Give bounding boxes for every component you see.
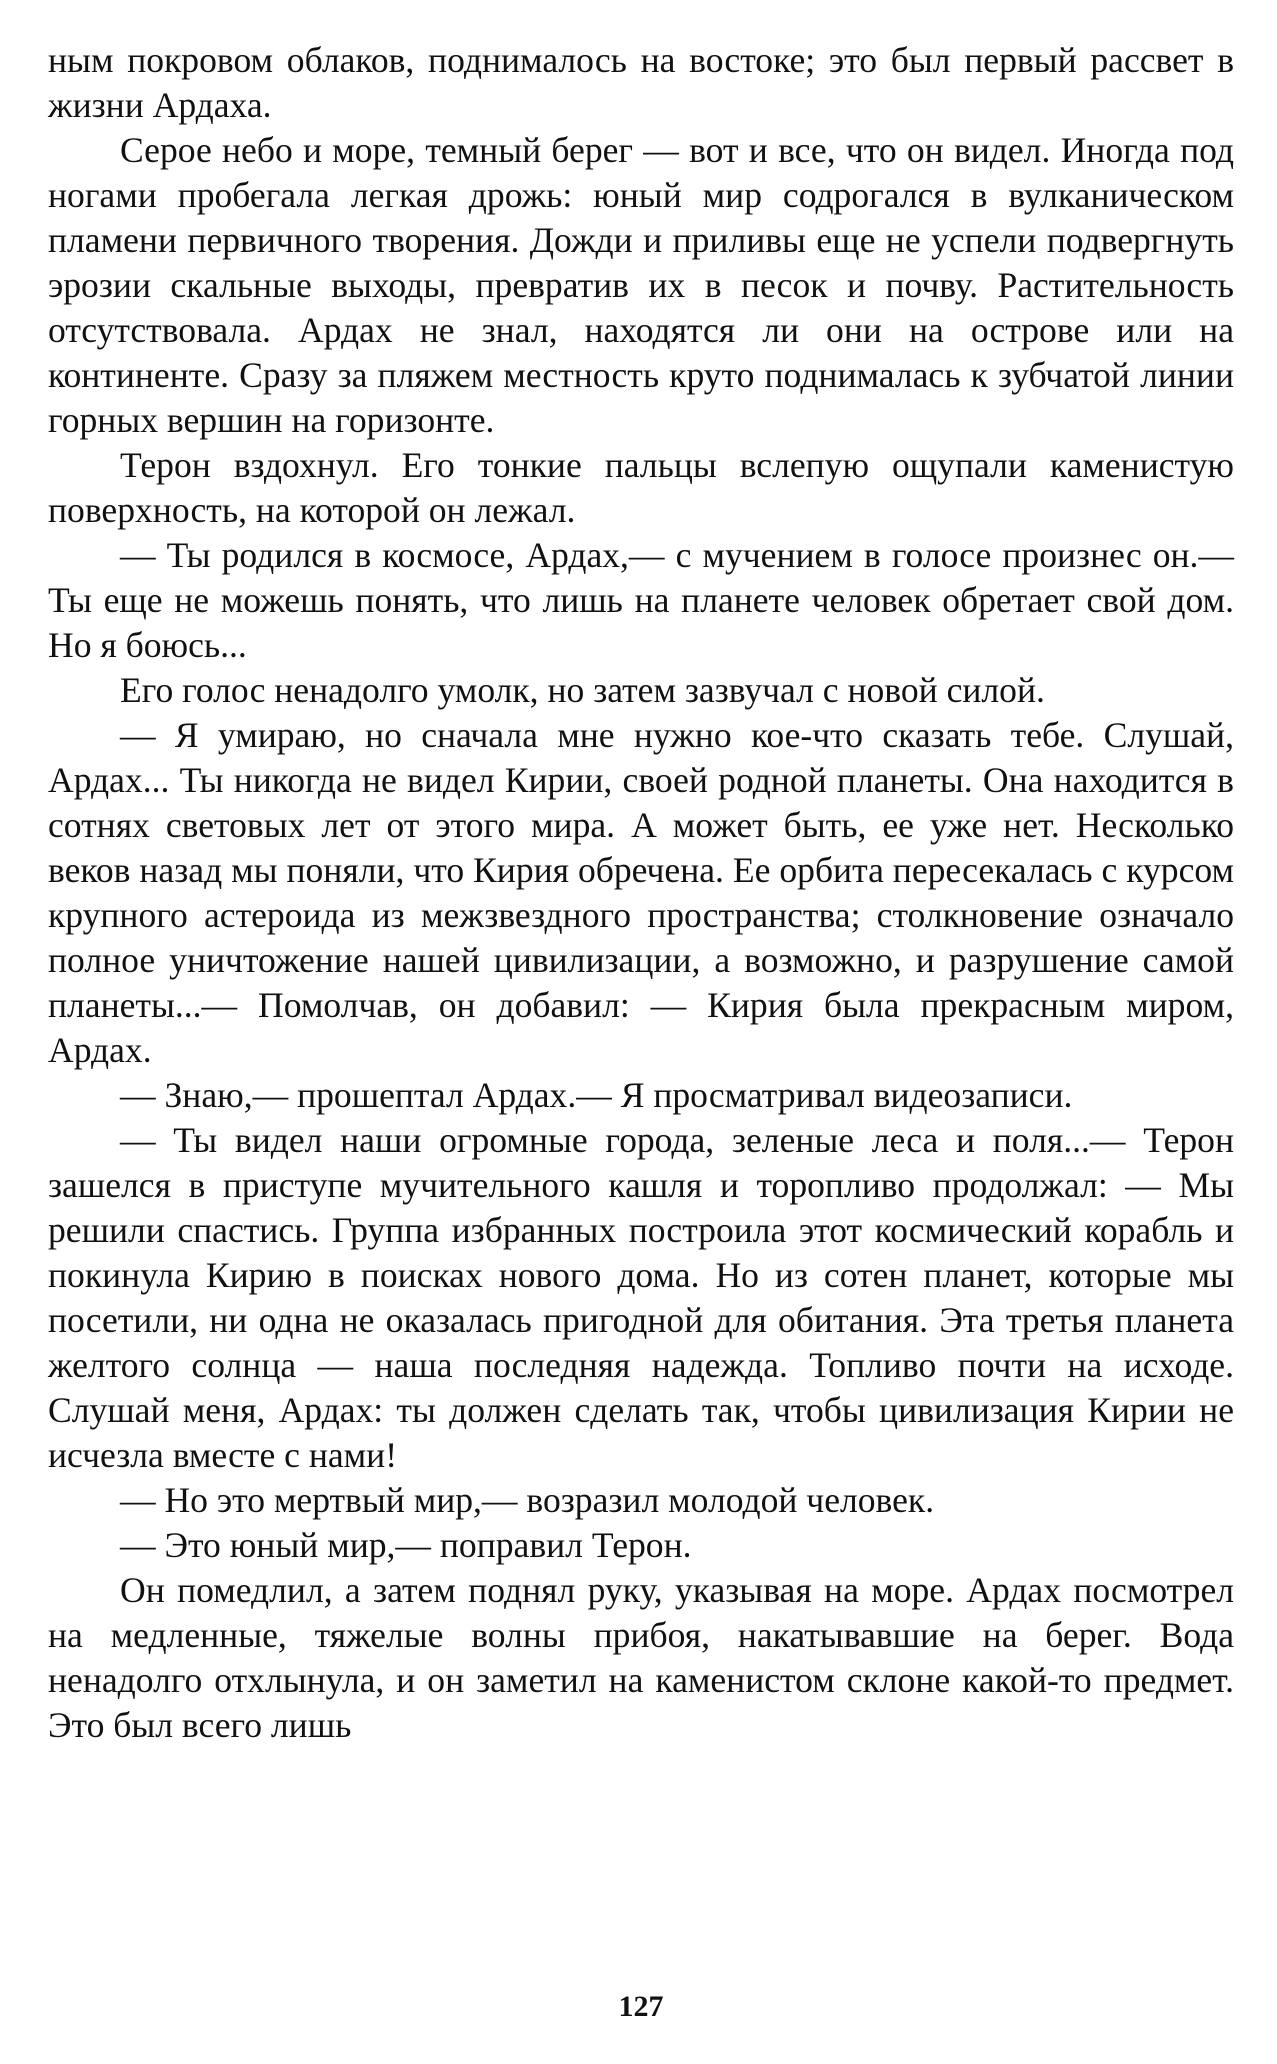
paragraph-born-in-space: — Ты родился в космосе, Ардах,— с мучением в голосе произнес он.— Ты еще не можешь понять, что лишь на планете человек обретает свой дом. Но я боюсь... (48, 535, 1234, 665)
paragraph-great-cities: — Ты видел наши огромные города, зеленые леса и поля...— Терон зашелся в приступе мучительного кашля и торопливо продолжал: — Мы решили спастись. Группа избранных построила этот космический корабль и покинула Кирию в поисках нового дома. Но из сотен планет, которые мы посетили, ни одна не оказалась пригодной для обитания. Эта третья планета желтого солнца — наша последняя надежда. Топливо почти на исходе. Слушай меня, Ардах: ты должен сделать так, чтобы цивилизация Кирии не исчезла вместе с нами! (48, 1120, 1234, 1475)
paragraph-continuation: ным покровом облаков, поднималось на востоке; это был первый рассвет в жизни Ардаха. (48, 40, 1234, 125)
book-page (48, 38, 1234, 2028)
paragraph-dead-world: — Но это мертвый мир,— возразил молодой человек. (120, 1480, 935, 1520)
paragraph-i-am-dying: — Я умираю, но сначала мне нужно кое-что сказать тебе. Слушай, Ардах... Ты никогда не видел Кирии, своей родной планеты. Она находится в сотнях световых лет от этого мира. А может быть, ее уже нет. Несколько веков назад мы поняли, что Кирия обречена. Ее орбита пересекалась с курсом крупного астероида из межзвездного пространства; столкновение означало полное уничтожение нашей цивилизации, а возможно, и разрушение самой планеты...— Помолчав, он добавил: — Кирия была прекрасным миром, Ардах. (48, 715, 1234, 1070)
page-number: 127 (618, 1990, 664, 2023)
paragraph-voice-fell-silent: Его голос ненадолго умолк, но затем зазвучал с новой силой. (120, 670, 1045, 710)
paragraph-theron-sighed: Терон вздохнул. Его тонкие пальцы вслепую ощупали каменистую поверхность, на которой он лежал. (48, 445, 1234, 530)
paragraph-i-know: — Знаю,— прошептал Ардах.— Я просматривал видеозаписи. (120, 1075, 1073, 1115)
page-text-body (48, 38, 1234, 1748)
paragraph-young-world: — Это юный мир,— поправил Терон. (120, 1525, 692, 1565)
paragraph-grey-sky: Серое небо и море, темный берег — вот и все, что он видел. Иногда под ногами пробегала легкая дрожь: юный мир содрогался в вулканическом пламени первичного творения. Дожди и приливы еще не успели подвергнуть эрозии скальные выходы, превратив их в песок и почву. Растительность отсутствовала. Ардах не знал, находятся ли они на острове или на континенте. Сразу за пляжем местность круто поднималась к зубчатой линии горных вершин на горизонте. (48, 130, 1234, 440)
paragraph-pointing-to-sea: Он помедлил, а затем поднял руку, указывая на море. Ардах посмотрел на медленные, тяжелые волны прибоя, накатывавшие на берег. Вода ненадолго отхлынула, и он заметил на каменистом склоне какой-то предмет. Это был всего лишь (48, 1570, 1234, 1745)
